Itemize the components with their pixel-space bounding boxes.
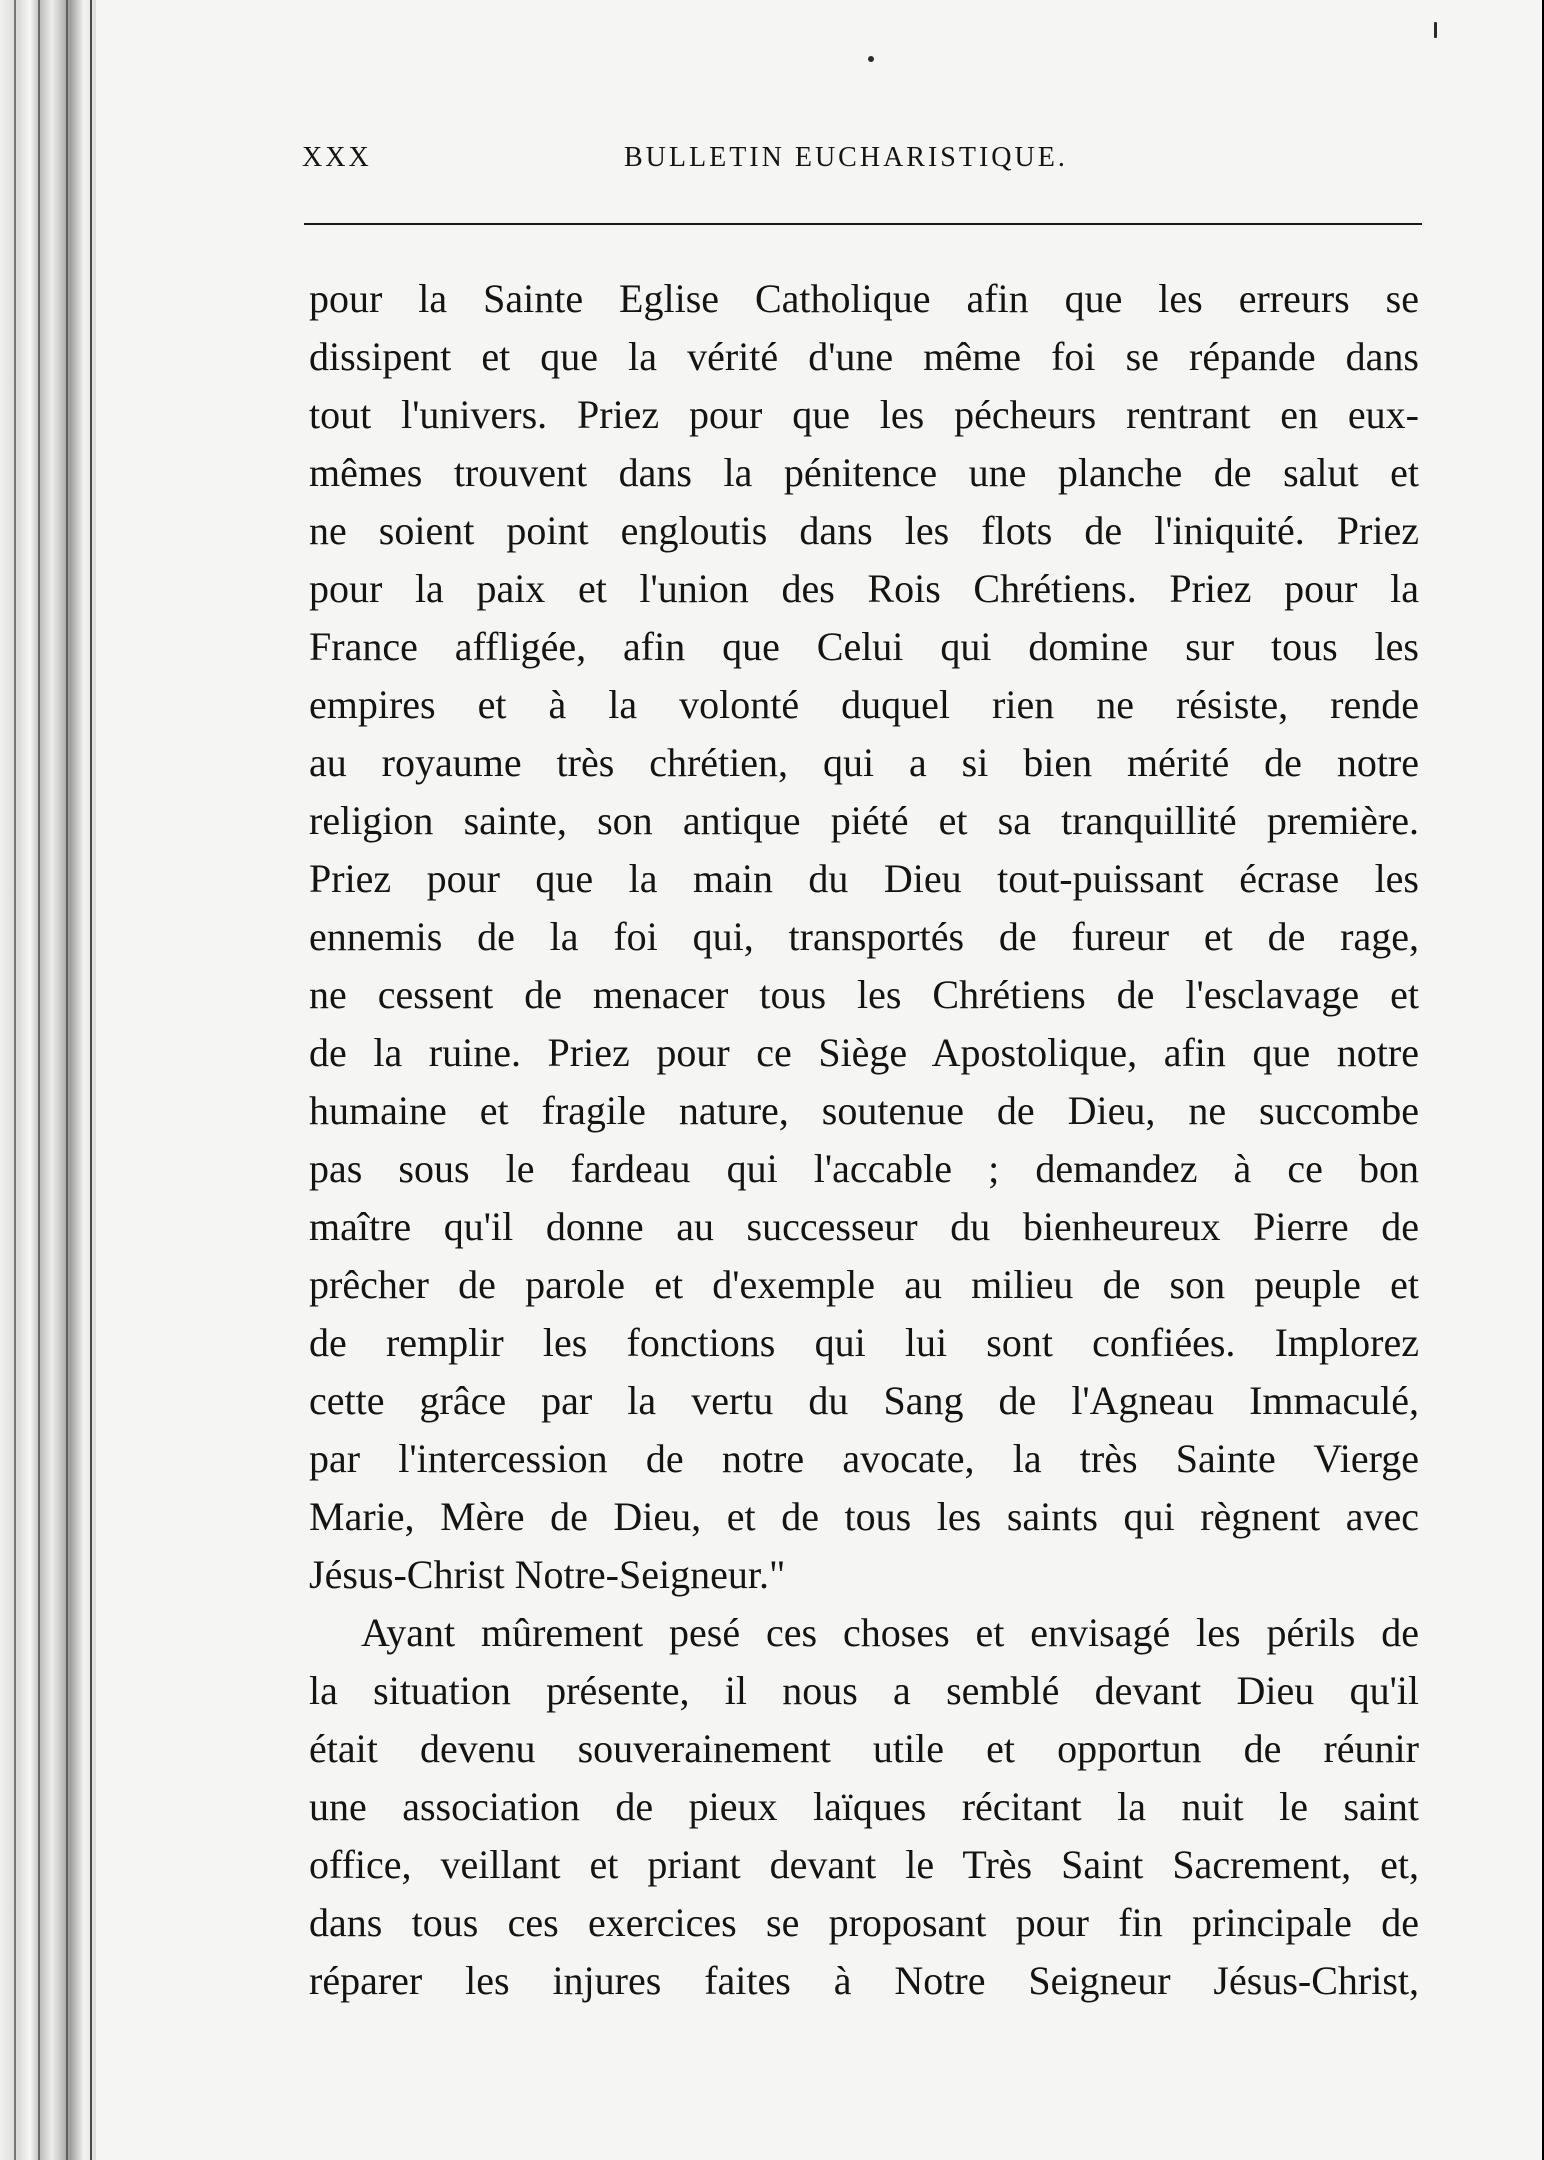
print-speck: [1434, 22, 1437, 38]
body-text: [309, 270, 1419, 2010]
text-line: dans tous ces exercices se proposant pour fin principale de: [309, 1900, 1419, 1945]
text-line: Priez pour que la main du Dieu tout-puissant écrase les: [309, 856, 1419, 901]
text-line: était devenu souverainement utile et opportun de réunir: [309, 1726, 1419, 1771]
text-line: religion sainte, son antique piété et sa tranquillité première.: [309, 798, 1419, 843]
text-line: Marie, Mère de Dieu, et de tous les saints qui règnent avec: [309, 1494, 1419, 1539]
header-rule: [304, 223, 1422, 225]
text-line: pour la paix et l'union des Rois Chrétiens. Priez pour la: [309, 566, 1419, 611]
text-line: ne cessent de menacer tous les Chrétiens de l'esclavage et: [309, 972, 1419, 1017]
page-edge-line: [66, 0, 68, 2160]
text-line: pour la Sainte Eglise Catholique afin que les erreurs se: [309, 276, 1419, 321]
text-line: pas sous le fardeau qui l'accable ; demandez à ce bon: [309, 1146, 1419, 1191]
page-edge-line: [90, 0, 92, 2160]
page-number: XXX: [302, 142, 372, 173]
book-page: [96, 0, 1542, 2160]
paragraph: [309, 1604, 1419, 2010]
text-line: cette grâce par la vertu du Sang de l'Agneau Immaculé,: [309, 1378, 1419, 1423]
text-line: une association de pieux laïques récitant la nuit le saint: [309, 1784, 1419, 1829]
text-line: office, veillant et priant devant le Très Saint Sacrement, et,: [309, 1842, 1419, 1887]
text-line: France affligée, afin que Celui qui domine sur tous les: [309, 624, 1419, 669]
text-line: Ayant mûrement pesé ces choses et envisagé les périls de: [361, 1610, 1419, 1655]
page-edge-line: [14, 0, 16, 2160]
text-line: dissipent et que la vérité d'une même foi se répande dans: [309, 334, 1419, 379]
text-line: Jésus-Christ Notre-Seigneur.": [309, 1552, 786, 1597]
text-line: de remplir les fonctions qui lui sont confiées. Implorez: [309, 1320, 1419, 1365]
text-line: de la ruine. Priez pour ce Siège Apostolique, afin que notre: [309, 1030, 1419, 1075]
running-header: [302, 142, 1222, 182]
text-line: mêmes trouvent dans la pénitence une planche de salut et: [309, 450, 1419, 495]
text-line: empires et à la volonté duquel rien ne résiste, rende: [309, 682, 1419, 727]
text-line: par l'intercession de notre avocate, la très Sainte Vierge: [309, 1436, 1419, 1481]
text-line: tout l'univers. Priez pour que les pécheurs rentrant en eux-: [309, 392, 1419, 437]
text-line: ennemis de la foi qui, transportés de fureur et de rage,: [309, 914, 1419, 959]
page-edge-line: [38, 0, 40, 2160]
paragraph: [309, 270, 1419, 1604]
text-line: la situation présente, il nous a semblé devant Dieu qu'il: [309, 1668, 1419, 1713]
text-line: maître qu'il donne au successeur du bienheureux Pierre de: [309, 1204, 1419, 1249]
running-title: BULLETIN EUCHARISTIQUE.: [624, 142, 1068, 173]
text-line: ne soient point engloutis dans les flots de l'iniquité. Priez: [309, 508, 1419, 553]
text-line: humaine et fragile nature, soutenue de Dieu, ne succombe: [309, 1088, 1419, 1133]
text-line: au royaume très chrétien, qui a si bien mérité de notre: [309, 740, 1419, 785]
text-line: prêcher de parole et d'exemple au milieu de son peuple et: [309, 1262, 1419, 1307]
print-speck: [868, 56, 874, 62]
text-line: réparer les injures faites à Notre Seigneur Jésus-Christ,: [309, 1958, 1419, 2003]
book-gutter: [0, 0, 96, 2160]
